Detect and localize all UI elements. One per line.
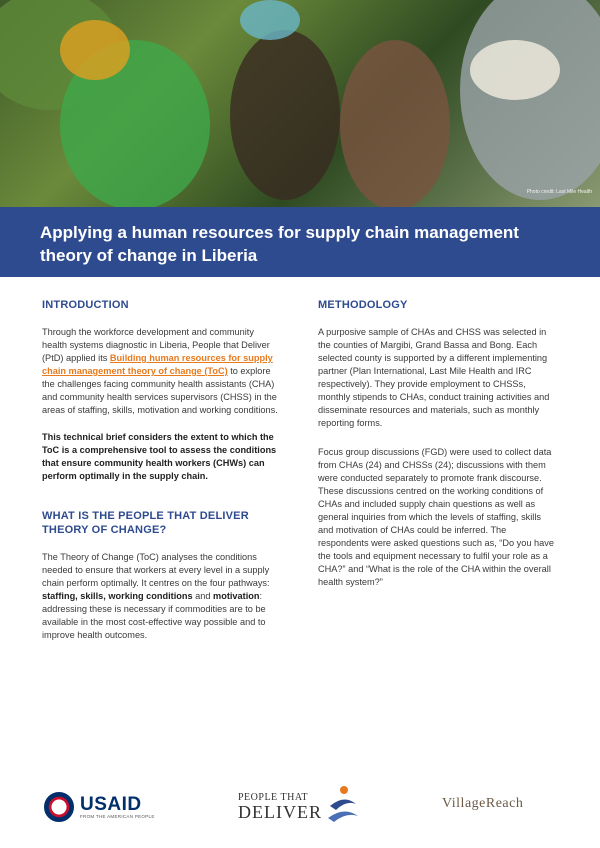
ptd-big-text: DELIVER (238, 801, 322, 822)
ptd-small-text: PEOPLE THAT (238, 791, 309, 803)
methodology-heading: METHODOLOGY (318, 299, 408, 311)
ptd-swirl-icon (326, 784, 360, 828)
title-banner (0, 207, 600, 277)
intro-text-end: to explore the challenges facing community health assistants (CHA) and community health services supervisors (CHSS) in the areas of staffing, skills, motivation and working conditions. (42, 366, 278, 415)
header-photo (0, 0, 600, 207)
right-column (318, 298, 556, 603)
usaid-name: USAID (80, 794, 142, 815)
toc-text-start: The Theory of Change (ToC) analyses the conditions needed to ensure that workers at every level in a supply chain perform optimally. It centres on the four pathways: (42, 552, 270, 588)
footer-logos (0, 770, 600, 848)
introduction-paragraph (42, 326, 280, 417)
usaid-logo (44, 792, 155, 822)
photo-credit: Photo credit: Last Mile Health (526, 189, 592, 195)
introduction-heading: INTRODUCTION (42, 299, 129, 311)
introduction-lead: This technical brief considers the extent to which the ToC is a comprehensive tool to assess the conditions that ensure community health workers (CHWs) can perform optimally in the supply chain. (42, 432, 277, 481)
toc-text-mid: and (192, 591, 214, 601)
document-title: Applying a human resources for supply chain management theory of change in Liberia (40, 223, 519, 265)
usaid-seal-icon (44, 792, 74, 822)
intro-text-start: Through the workforce development and community health systems diagnostic in Liberia, People that Deliver (PtD) applied its (42, 327, 270, 363)
villagereach-logo (442, 796, 523, 812)
villagereach-name: VillageReach (442, 796, 524, 811)
people-that-deliver-logo (238, 784, 360, 828)
methodology-paragraph-2: Focus group discussions (FGD) were used to collect data from CHAs (24) and CHSSs (24); discussions with them were conducted separately to promote frank discourse. These discussions centred on the working conditions of CHAs and included supply chain questions as well as general inquiries from which the levels of staffing, skills and motivation of CHAs could be inferred. The respondents were asked questions such as, “Do you have the tools and equipment necessary to fulfil your role as a CHA?” and “What is the role of the CHA within the overall health system?” (318, 447, 554, 587)
toc-paragraph (42, 551, 280, 642)
toc-text-end: : addressing these is necessary if commodities are to be available in the most cost-effective way possible and to improve health outcomes. (42, 591, 266, 640)
left-column (42, 298, 280, 656)
toc-motivation-bold: motivation (213, 591, 260, 601)
toc-link[interactable]: Building human resources for supply chain management theory of change (ToC) (42, 353, 273, 376)
toc-heading: WHAT IS THE PEOPLE THAT DELIVER THEORY OF CHANGE? (42, 510, 249, 536)
methodology-paragraph-1: A purposive sample of CHAs and CHSS was selected in the counties of Margibi, Grand Bassa and Bong. Each selected county is supported by a different implementing partner (Plan International, Last Mile Health and IRC respectively). They provide employment to CHSSs, monthly stipends to CHAs, conduct training activities and disseminate resources and materials, such as monthly reporting forms. (318, 327, 550, 428)
toc-pathways-bold: staffing, skills, working conditions (42, 591, 193, 601)
usaid-tagline: FROM THE AMERICAN PEOPLE (80, 814, 155, 819)
